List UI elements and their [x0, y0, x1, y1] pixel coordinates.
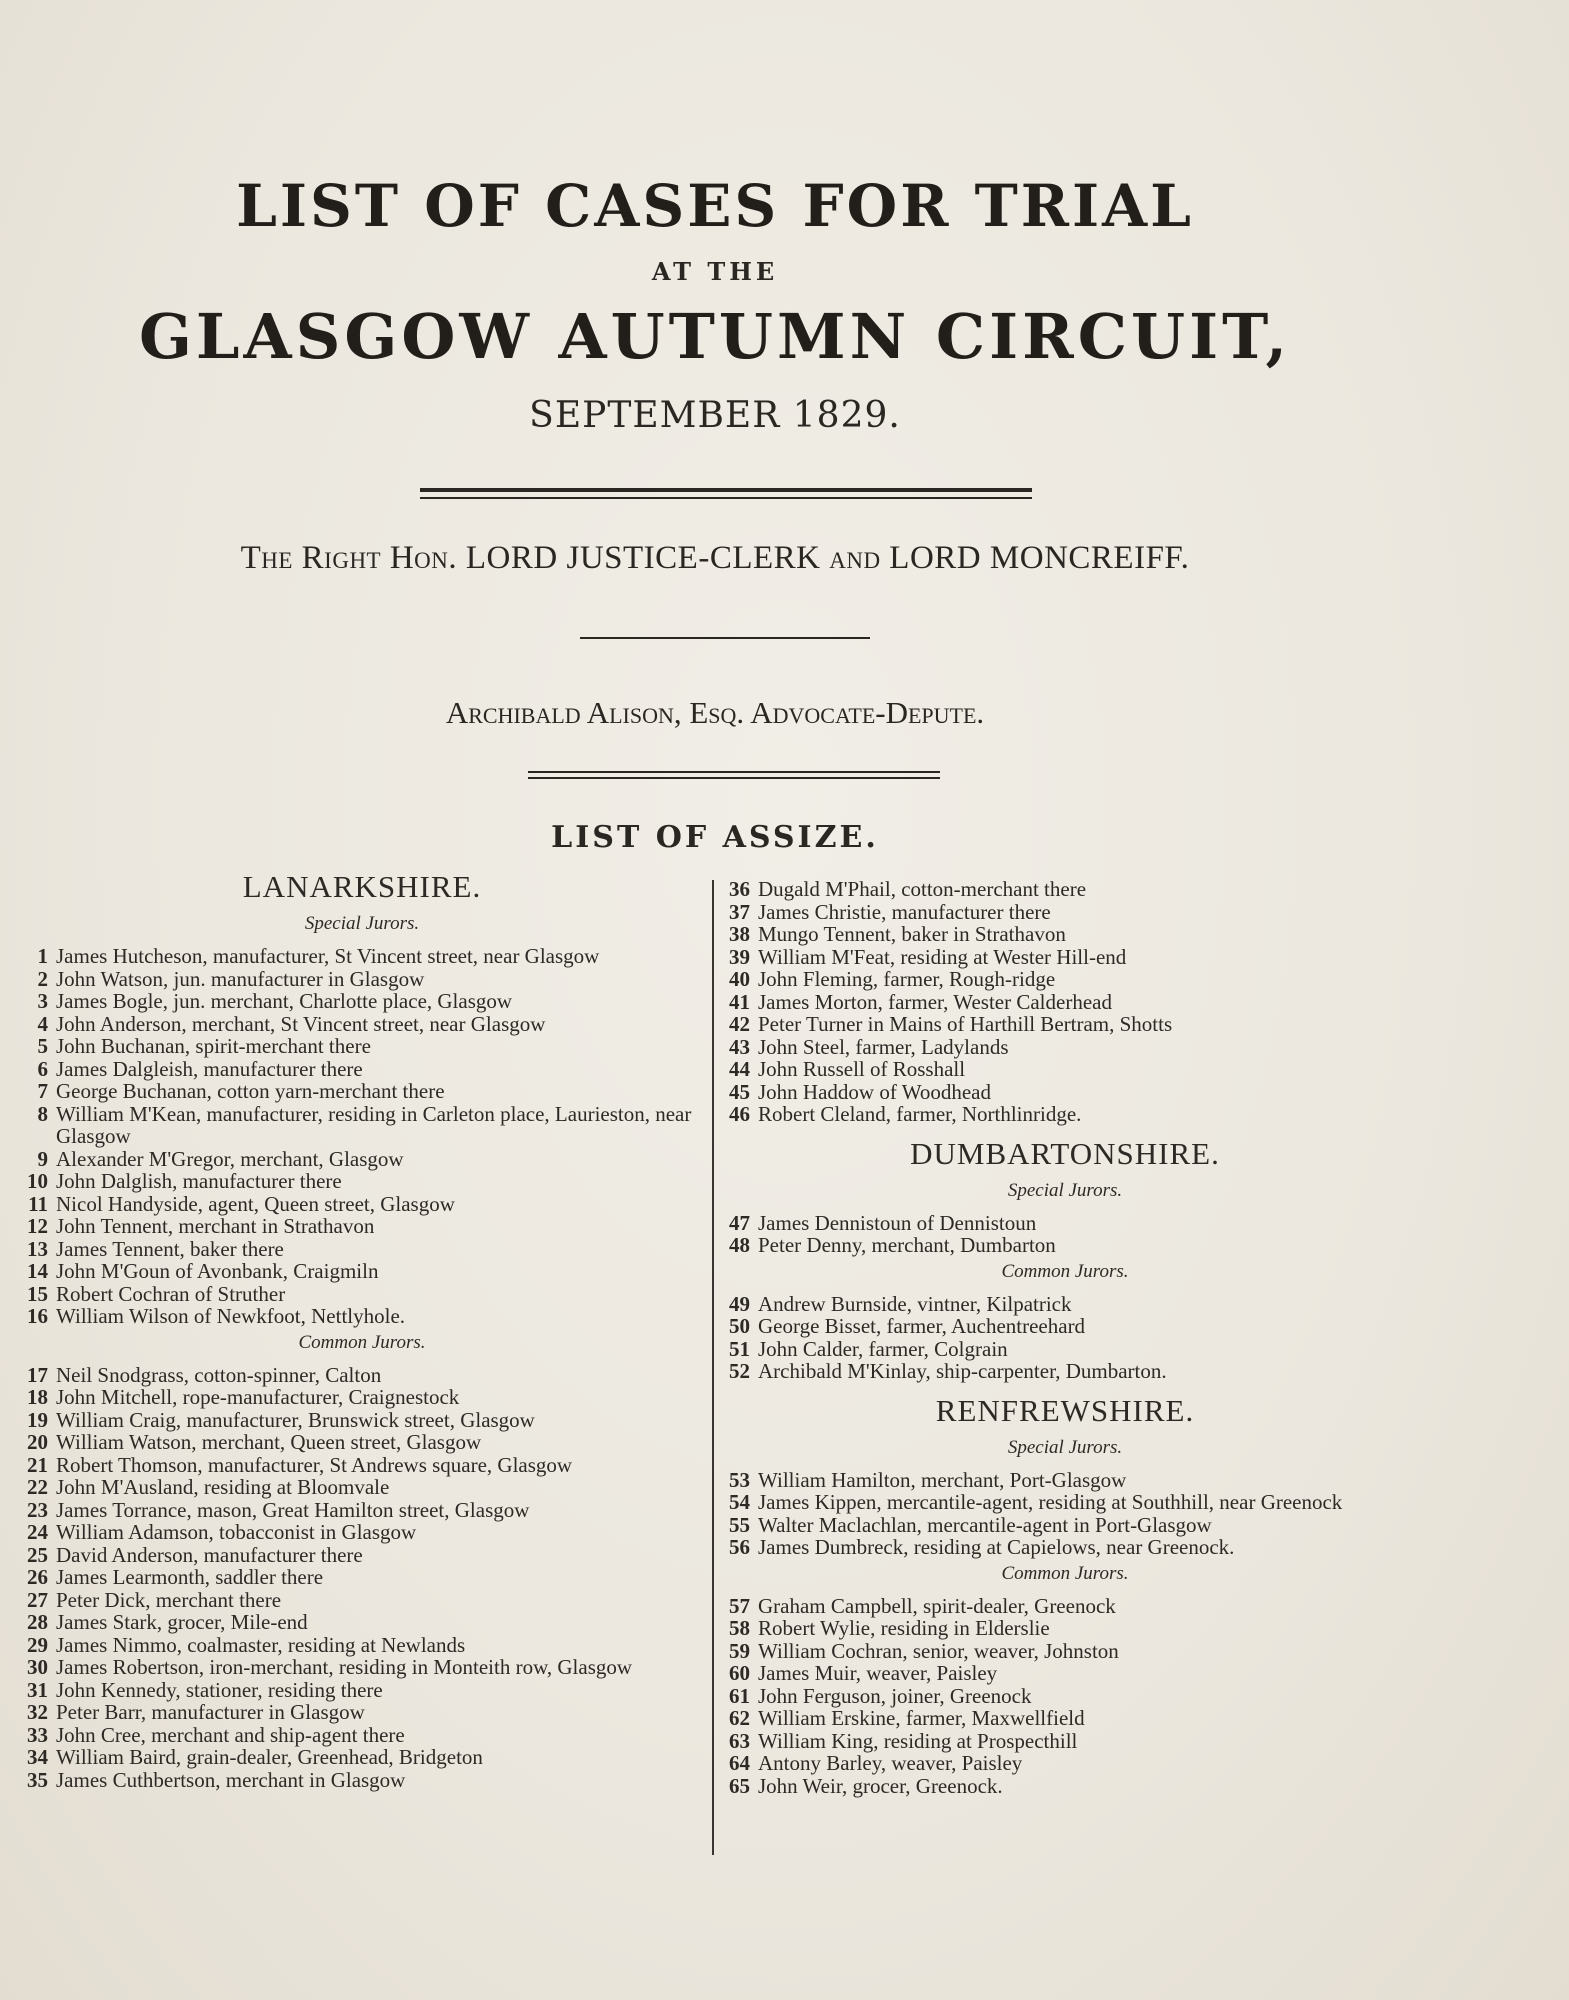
juror-text: James Learmonth, saddler there	[56, 1565, 324, 1589]
juror-entry	[720, 1640, 1410, 1663]
juror-entry	[22, 1566, 702, 1589]
juror-text: James Dennistoun of Dennistoun	[758, 1210, 1037, 1235]
juror-entry	[22, 1454, 702, 1477]
juror-entry	[720, 1036, 1410, 1059]
dumbartonshire-common-list	[720, 1293, 1410, 1383]
juror-text: John Ferguson, joiner, Greenock	[758, 1683, 1032, 1708]
juror-number: 27	[27, 1587, 48, 1612]
juror-text: Walter Maclachlan, mercantile-agent in Port-Glasgow	[758, 1512, 1212, 1537]
juror-number: 30	[27, 1655, 48, 1679]
juror-number: 31	[27, 1677, 48, 1702]
juror-number: 5	[37, 1034, 48, 1058]
juror-text: John Anderson, merchant, St Vincent street, near Glasgow	[56, 1011, 546, 1036]
juror-text: John Steel, farmer, Ladylands	[758, 1034, 1009, 1059]
juror-entry	[720, 1013, 1410, 1036]
juror-entry	[720, 923, 1410, 946]
juror-text: James Stark, grocer, Mile-end	[56, 1610, 308, 1634]
juror-text: Robert Thomson, manufacturer, St Andrews square, Glasgow	[56, 1452, 573, 1477]
juror-entry	[720, 1212, 1410, 1235]
juror-number: 9	[37, 1146, 48, 1171]
juror-entry	[720, 1103, 1410, 1126]
juror-text: David Anderson, manufacturer there	[56, 1542, 363, 1567]
juror-entry	[720, 1595, 1410, 1618]
juror-number: 16	[27, 1304, 48, 1328]
juror-entry	[720, 1338, 1410, 1361]
juror-text: John Haddow of Woodhead	[758, 1079, 991, 1104]
juror-text: James Dalgleish, manufacturer there	[56, 1056, 363, 1081]
juror-number: 46	[729, 1102, 750, 1126]
juror-text: James Cuthbertson, merchant in Glasgow	[56, 1767, 406, 1792]
renfrewshire-special-list	[720, 1469, 1410, 1559]
juror-number: 65	[729, 1773, 750, 1798]
juror-entry	[720, 1469, 1410, 1492]
left-column	[22, 865, 702, 1791]
list-of-assize-heading: LIST OF ASSIZE.	[551, 820, 879, 855]
juror-text: James Bogle, jun. merchant, Charlotte place, Glasgow	[56, 989, 513, 1013]
juror-number: 29	[27, 1632, 48, 1657]
dumbartonshire-special-list	[720, 1212, 1410, 1257]
juror-number: 34	[27, 1745, 48, 1769]
judges-rule	[580, 637, 870, 639]
lanarkshire-common-list	[22, 1364, 702, 1792]
juror-number: 54	[729, 1490, 750, 1514]
juror-entry	[22, 1589, 702, 1612]
juror-number: 44	[729, 1057, 750, 1081]
juror-text: William Adamson, tobacconist in Glasgow	[56, 1520, 417, 1544]
juror-number: 58	[729, 1616, 750, 1640]
juror-number: 15	[27, 1281, 48, 1306]
juror-entry	[720, 878, 1410, 901]
juror-text: Neil Snodgrass, cotton-spinner, Calton	[56, 1362, 382, 1387]
juror-entry	[22, 1769, 702, 1792]
juror-entry	[22, 1193, 702, 1216]
juror-text: John Kennedy, stationer, residing there	[56, 1677, 383, 1702]
juror-entry	[720, 1617, 1410, 1640]
juror-text: William Craig, manufacturer, Brunswick street, Glasgow	[56, 1407, 535, 1432]
juror-entry	[22, 1386, 702, 1409]
county-dumbartonshire: DUMBARTONSHIRE.	[910, 1135, 1220, 1171]
juror-number: 62	[729, 1706, 750, 1730]
juror-number: 37	[729, 899, 750, 924]
juror-text: James Morton, farmer, Wester Calderhead	[758, 989, 1112, 1014]
juror-text: John M'Ausland, residing at Bloomvale	[56, 1475, 390, 1499]
renfrewshire-common-label: Common Jurors.	[1001, 1562, 1129, 1584]
juror-number: 63	[729, 1728, 750, 1753]
right-column	[720, 878, 1410, 1797]
lanarkshire-special-list	[22, 945, 702, 1328]
juror-entry	[22, 1080, 702, 1103]
advocate-rule-1	[528, 771, 940, 773]
juror-text: Peter Barr, manufacturer in Glasgow	[56, 1700, 365, 1724]
lanarkshire-common-list-continued	[720, 878, 1410, 1126]
juror-number: 20	[27, 1430, 48, 1454]
juror-entry	[22, 1103, 702, 1148]
juror-entry	[22, 1679, 702, 1702]
juror-entry	[720, 1360, 1410, 1383]
juror-number: 48	[729, 1233, 750, 1257]
juror-number: 45	[729, 1079, 750, 1104]
juror-entry	[22, 1305, 702, 1328]
juror-entry	[22, 1476, 702, 1499]
juror-number: 17	[27, 1362, 48, 1387]
juror-entry	[22, 1701, 702, 1724]
dumbartonshire-special-label: Special Jurors.	[1007, 1179, 1123, 1201]
juror-number: 18	[27, 1385, 48, 1409]
juror-entry	[22, 968, 702, 991]
juror-entry	[22, 1260, 702, 1283]
juror-entry	[22, 1364, 702, 1387]
juror-number: 55	[729, 1512, 750, 1537]
juror-number: 36	[729, 877, 750, 901]
juror-number: 56	[729, 1535, 750, 1559]
juror-text: James Muir, weaver, Paisley	[758, 1661, 998, 1685]
juror-entry	[720, 1514, 1410, 1537]
title-date: SEPTEMBER 1829.	[529, 395, 901, 436]
juror-text: James Dumbreck, residing at Capielows, near Greenock.	[758, 1535, 1235, 1559]
juror-text: John Calder, farmer, Colgrain	[758, 1336, 1008, 1361]
juror-text: William King, residing at Prospecthill	[758, 1728, 1078, 1753]
juror-text: William Hamilton, merchant, Port-Glasgow	[758, 1467, 1127, 1492]
juror-number: 8	[37, 1101, 48, 1126]
juror-entry	[22, 1238, 702, 1261]
juror-entry	[22, 1013, 702, 1036]
juror-entry	[22, 990, 702, 1013]
juror-number: 59	[729, 1638, 750, 1663]
juror-number: 51	[729, 1336, 750, 1361]
juror-number: 47	[729, 1210, 750, 1235]
juror-text: James Robertson, iron-merchant, residing in Monteith row, Glasgow	[56, 1655, 633, 1679]
juror-number: 10	[27, 1169, 48, 1193]
juror-number: 22	[27, 1475, 48, 1499]
juror-text: James Nimmo, coalmaster, residing at Newlands	[56, 1632, 466, 1657]
juror-text: James Hutcheson, manufacturer, St Vincent street, near Glasgow	[56, 944, 600, 968]
juror-entry	[22, 1283, 702, 1306]
juror-text: Mungo Tennent, baker in Strathavon	[758, 922, 1066, 946]
juror-text: Peter Denny, merchant, Dumbarton	[758, 1233, 1056, 1257]
juror-entry	[22, 1724, 702, 1747]
juror-number: 39	[729, 944, 750, 969]
juror-entry	[22, 1148, 702, 1171]
juror-entry	[720, 1293, 1410, 1316]
title-list-of-cases: LIST OF CASES FOR TRIAL	[236, 172, 1194, 240]
juror-entry	[22, 1544, 702, 1567]
juror-entry	[720, 1662, 1410, 1685]
juror-number: 6	[37, 1056, 48, 1081]
juror-number: 53	[729, 1467, 750, 1492]
juror-entry	[720, 1081, 1410, 1104]
juror-text: John Cree, merchant and ship-agent there	[56, 1722, 405, 1747]
county-renfrewshire: RENFREWSHIRE.	[935, 1392, 1195, 1428]
juror-entry	[720, 968, 1410, 991]
juror-number: 4	[37, 1011, 48, 1036]
juror-text: William Erskine, farmer, Maxwellfield	[758, 1706, 1085, 1730]
juror-text: Graham Campbell, spirit-dealer, Greenock	[758, 1593, 1116, 1618]
lanarkshire-special-label: Special Jurors.	[304, 913, 420, 934]
title-glasgow-autumn-circuit: GLASGOW AUTUMN CIRCUIT,	[138, 300, 1292, 373]
juror-number: 11	[28, 1191, 48, 1216]
juror-entry	[22, 1521, 702, 1544]
juror-number: 61	[729, 1683, 750, 1708]
juror-number: 49	[729, 1291, 750, 1316]
juror-text: John Tennent, merchant in Strathavon	[56, 1214, 375, 1238]
juror-number: 60	[729, 1661, 750, 1685]
juror-entry	[720, 1058, 1410, 1081]
juror-number: 14	[27, 1259, 48, 1283]
juror-number: 26	[27, 1565, 48, 1589]
title-rule-thick	[420, 488, 1032, 492]
juror-number: 57	[729, 1593, 750, 1618]
juror-entry	[22, 1035, 702, 1058]
juror-text: George Bisset, farmer, Auchentreehard	[758, 1314, 1086, 1338]
juror-entry	[22, 1499, 702, 1522]
juror-number: 43	[729, 1034, 750, 1059]
juror-text: John Dalglish, manufacturer there	[56, 1169, 342, 1193]
juror-entry	[720, 901, 1410, 924]
advocate-line	[0, 695, 1430, 731]
juror-text: George Buchanan, cotton yarn-merchant there	[56, 1079, 445, 1103]
juror-text: John Buchanan, spirit-merchant there	[56, 1034, 371, 1058]
juror-entry	[720, 1234, 1410, 1257]
juror-entry	[22, 945, 702, 968]
juror-text: James Kippen, mercantile-agent, residing at Southhill, near Greenock	[758, 1490, 1343, 1514]
renfrewshire-common-list	[720, 1595, 1410, 1798]
juror-text: Peter Turner in Mains of Harthill Bertram, Shotts	[758, 1012, 1173, 1036]
juror-number: 28	[27, 1610, 48, 1634]
title-rule-thin	[420, 497, 1032, 499]
juror-text: John Mitchell, rope-manufacturer, Craignestock	[56, 1385, 460, 1409]
juror-number: 2	[37, 966, 48, 991]
juror-text: John Watson, jun. manufacturer in Glasgow	[56, 966, 425, 991]
juror-entry	[720, 1491, 1410, 1514]
juror-number: 33	[27, 1722, 48, 1747]
lanarkshire-common-label: Common Jurors.	[298, 1331, 426, 1353]
advocate-rule-2	[528, 777, 940, 779]
juror-entry	[22, 1215, 702, 1238]
juror-text: James Torrance, mason, Great Hamilton street, Glasgow	[56, 1497, 530, 1522]
juror-entry	[22, 1409, 702, 1432]
judges-line	[0, 540, 1430, 577]
juror-text: Robert Wylie, residing in Elderslie	[758, 1616, 1050, 1640]
juror-text: James Tennent, baker there	[56, 1236, 284, 1261]
juror-entry	[22, 1431, 702, 1454]
juror-number: 12	[27, 1214, 48, 1238]
juror-text: William Wilson of Newkfoot, Nettlyhole.	[56, 1304, 406, 1328]
juror-entry	[720, 1775, 1410, 1798]
juror-text: John M'Goun of Avonbank, Craigmiln	[56, 1259, 379, 1283]
juror-number: 23	[27, 1497, 48, 1522]
juror-text: William Watson, merchant, Queen street, Glasgow	[56, 1430, 482, 1454]
juror-text: Robert Cleland, farmer, Northlinridge.	[758, 1102, 1082, 1126]
title-at-the: AT THE	[651, 257, 779, 286]
juror-number: 40	[729, 967, 750, 991]
juror-number: 21	[27, 1452, 48, 1477]
juror-number: 3	[37, 989, 48, 1013]
juror-text: John Fleming, farmer, Rough-ridge	[758, 967, 1056, 991]
county-lanarkshire: LANARKSHIRE.	[242, 869, 482, 904]
juror-number: 7	[37, 1079, 48, 1103]
juror-entry	[720, 1315, 1410, 1338]
juror-text: Andrew Burnside, vintner, Kilpatrick	[758, 1291, 1072, 1316]
juror-text: Peter Dick, merchant there	[56, 1587, 282, 1612]
juror-number: 38	[729, 922, 750, 946]
renfrewshire-special-label: Special Jurors.	[1007, 1436, 1123, 1458]
juror-number: 35	[27, 1767, 48, 1792]
judges-text: The Right Hon. LORD JUSTICE-CLERK and LORD MONCREIFF.	[240, 540, 1190, 576]
juror-text: John Russell of Rosshall	[758, 1057, 966, 1081]
juror-entry	[720, 1752, 1410, 1775]
juror-entry	[720, 991, 1410, 1014]
juror-entry	[720, 1685, 1410, 1708]
dumbartonshire-common-label: Common Jurors.	[1001, 1260, 1129, 1282]
juror-text: Nicol Handyside, agent, Queen street, Glasgow	[56, 1191, 455, 1216]
juror-text: William M'Feat, residing at Wester Hill-end	[758, 944, 1127, 969]
juror-entry	[22, 1058, 702, 1081]
juror-number: 50	[729, 1314, 750, 1338]
advocate-text: Archibald Alison, Esq. Advocate-Depute.	[445, 695, 985, 730]
juror-text: James Christie, manufacturer there	[758, 899, 1051, 924]
juror-entry	[720, 1707, 1410, 1730]
juror-text: William M'Kean, manufacturer, residing in Carleton place, Laurieston, near Glasgow	[56, 1101, 692, 1148]
juror-entry	[720, 1536, 1410, 1559]
juror-text: Alexander M'Gregor, merchant, Glasgow	[56, 1146, 404, 1171]
column-divider	[712, 880, 714, 1855]
juror-number: 25	[27, 1542, 48, 1567]
juror-entry	[720, 946, 1410, 969]
juror-text: Dugald M'Phail, cotton-merchant there	[758, 877, 1087, 901]
juror-entry	[22, 1170, 702, 1193]
juror-text: John Weir, grocer, Greenock.	[758, 1773, 1003, 1798]
juror-entry	[22, 1611, 702, 1634]
juror-entry	[22, 1656, 702, 1679]
juror-text: Robert Cochran of Struther	[56, 1281, 286, 1306]
juror-text: William Baird, grain-dealer, Greenhead, Bridgeton	[56, 1745, 483, 1769]
juror-number: 13	[27, 1236, 48, 1261]
juror-number: 32	[27, 1700, 48, 1724]
juror-number: 24	[27, 1520, 48, 1544]
juror-number: 52	[729, 1359, 750, 1383]
juror-number: 1	[37, 944, 48, 968]
juror-number: 19	[27, 1407, 48, 1432]
juror-entry	[22, 1634, 702, 1657]
juror-entry	[22, 1746, 702, 1769]
juror-entry	[720, 1730, 1410, 1753]
juror-text: Archibald M'Kinlay, ship-carpenter, Dumbarton.	[758, 1359, 1167, 1383]
juror-number: 41	[729, 989, 750, 1014]
juror-number: 42	[729, 1012, 750, 1036]
juror-text: Antony Barley, weaver, Paisley	[758, 1751, 1023, 1775]
juror-number: 64	[729, 1751, 750, 1775]
juror-text: William Cochran, senior, weaver, Johnston	[758, 1638, 1119, 1663]
